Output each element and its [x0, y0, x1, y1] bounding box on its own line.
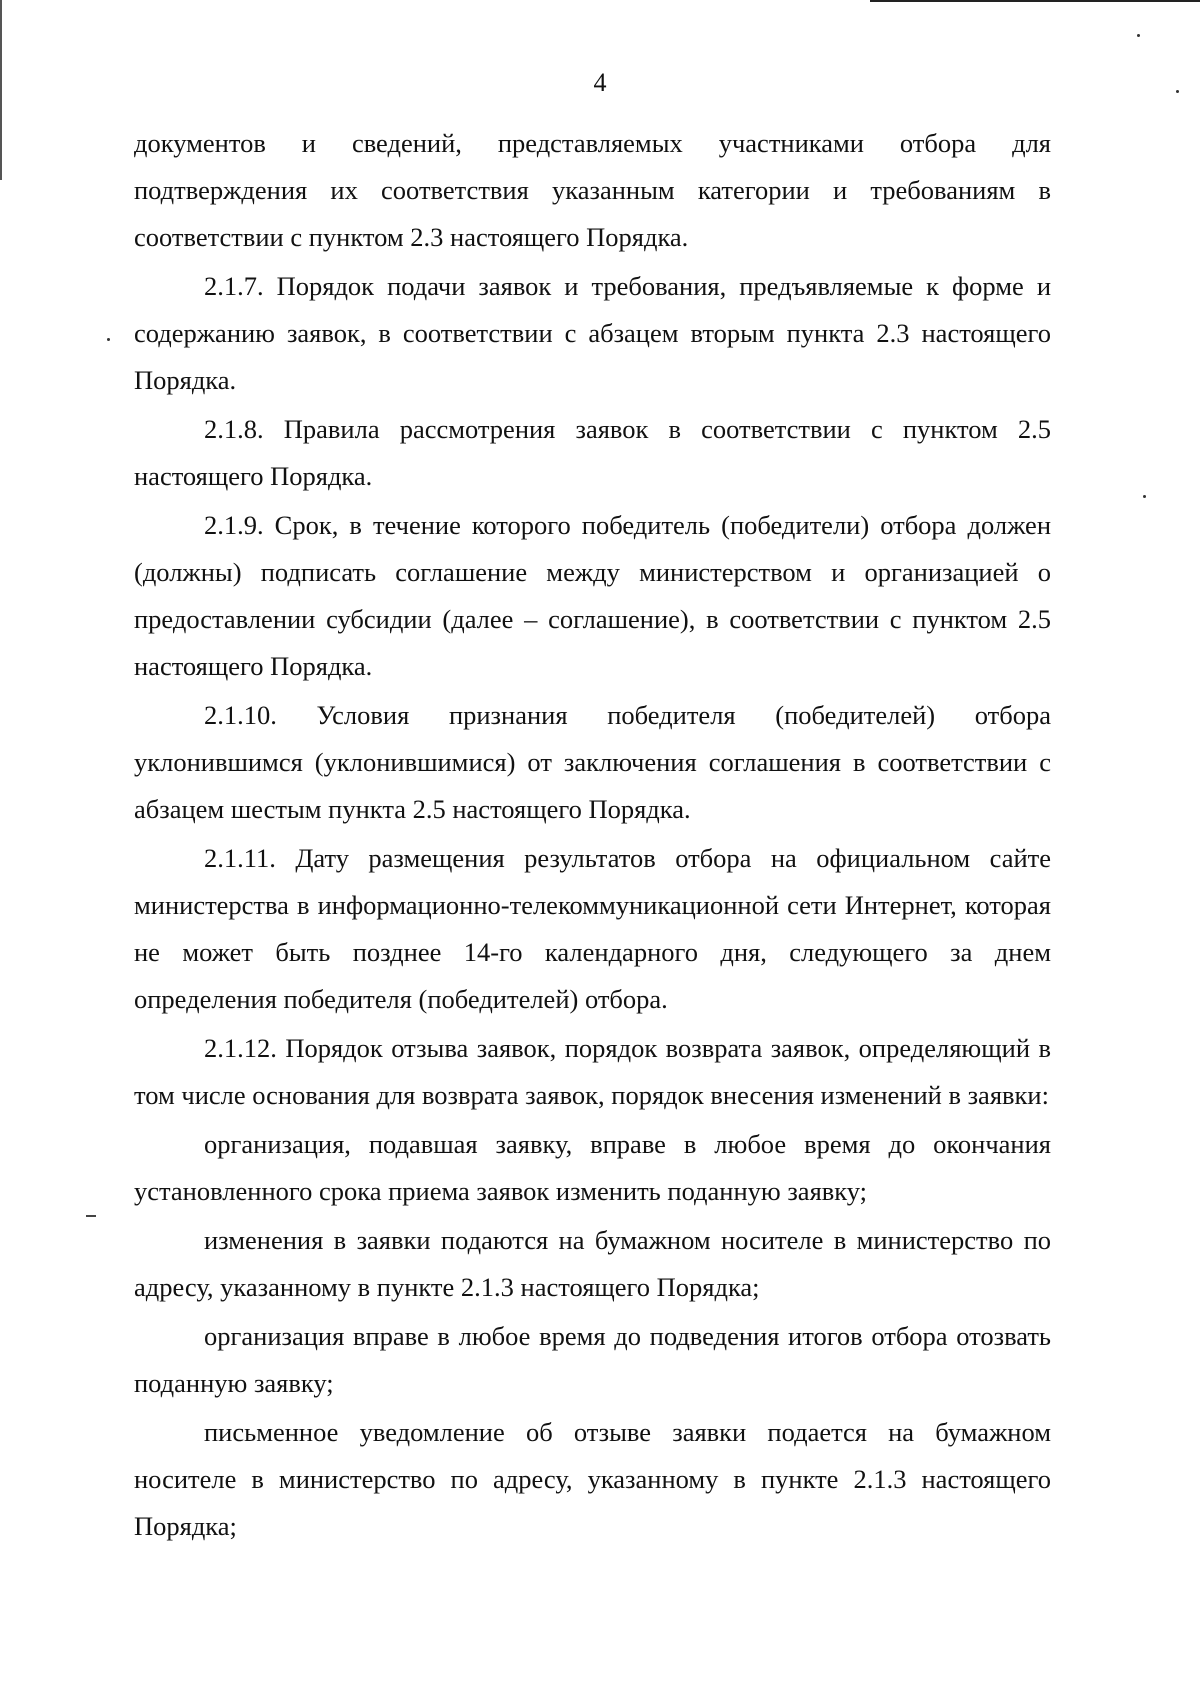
scan-dash [86, 1215, 96, 1217]
scan-speck [107, 338, 110, 341]
paragraph-2-1-9: 2.1.9. Срок, в течение которого победитель (победители) отбора должен (должны) подписать соглашение между министерством и организацией о предоставлении субсидии (далее – соглашение), в соответствии с пунктом 2.5 настоящего Порядка. [134, 510, 1051, 681]
list-item: организация, подавшая заявку, вправе в любое время до окончания установленного срока приема заявок изменить поданную заявку; [134, 1129, 1051, 1206]
list-item: организация вправе в любое время до подведения итогов отбора отозвать поданную заявку; [134, 1321, 1051, 1398]
paragraph-continuation: документов и сведений, представляемых участниками отбора для подтверждения их соответствия указанным категории и требованиям в соответствии с пунктом 2.3 настоящего Порядка. [134, 128, 1051, 252]
scan-speck [1143, 495, 1146, 498]
document-body [134, 120, 1051, 1552]
page-number: 4 [593, 68, 607, 97]
paragraph-2-1-7: 2.1.7. Порядок подачи заявок и требования, предъявляемые к форме и содержанию заявок, в соответствии с абзацем вторым пункта 2.3 настоящего Порядка. [134, 271, 1051, 395]
paragraph-2-1-12: 2.1.12. Порядок отзыва заявок, порядок возврата заявок, определяющий в том числе основания для возврата заявок, порядок внесения изменений в заявки: [134, 1033, 1051, 1110]
list-item: изменения в заявки подаются на бумажном носителе в министерство по адресу, указанному в пункте 2.1.3 настоящего Порядка; [134, 1225, 1051, 1302]
scan-edge-top [870, 0, 1200, 2]
scan-speck [1137, 34, 1140, 37]
list-item: письменное уведомление об отзыве заявки подается на бумажном носителе в министерство по адресу, указанному в пункте 2.1.3 настоящего Порядка; [134, 1417, 1051, 1541]
paragraph-2-1-10: 2.1.10. Условия признания победителя (победителей) отбора уклонившимся (уклонившимися) от заключения соглашения в соответствии с абзацем шестым пункта 2.5 настоящего Порядка. [134, 700, 1051, 824]
paragraph-2-1-8: 2.1.8. Правила рассмотрения заявок в соответствии с пунктом 2.5 настоящего Порядка. [134, 414, 1051, 491]
paragraph-2-1-11: 2.1.11. Дату размещения результатов отбора на официальном сайте министерства в информационно-телекоммуникационной сети Интернет, которая не может быть позднее 14-го календарного дня, следующего за днем определения победителя (победителей) отбора. [134, 843, 1051, 1014]
